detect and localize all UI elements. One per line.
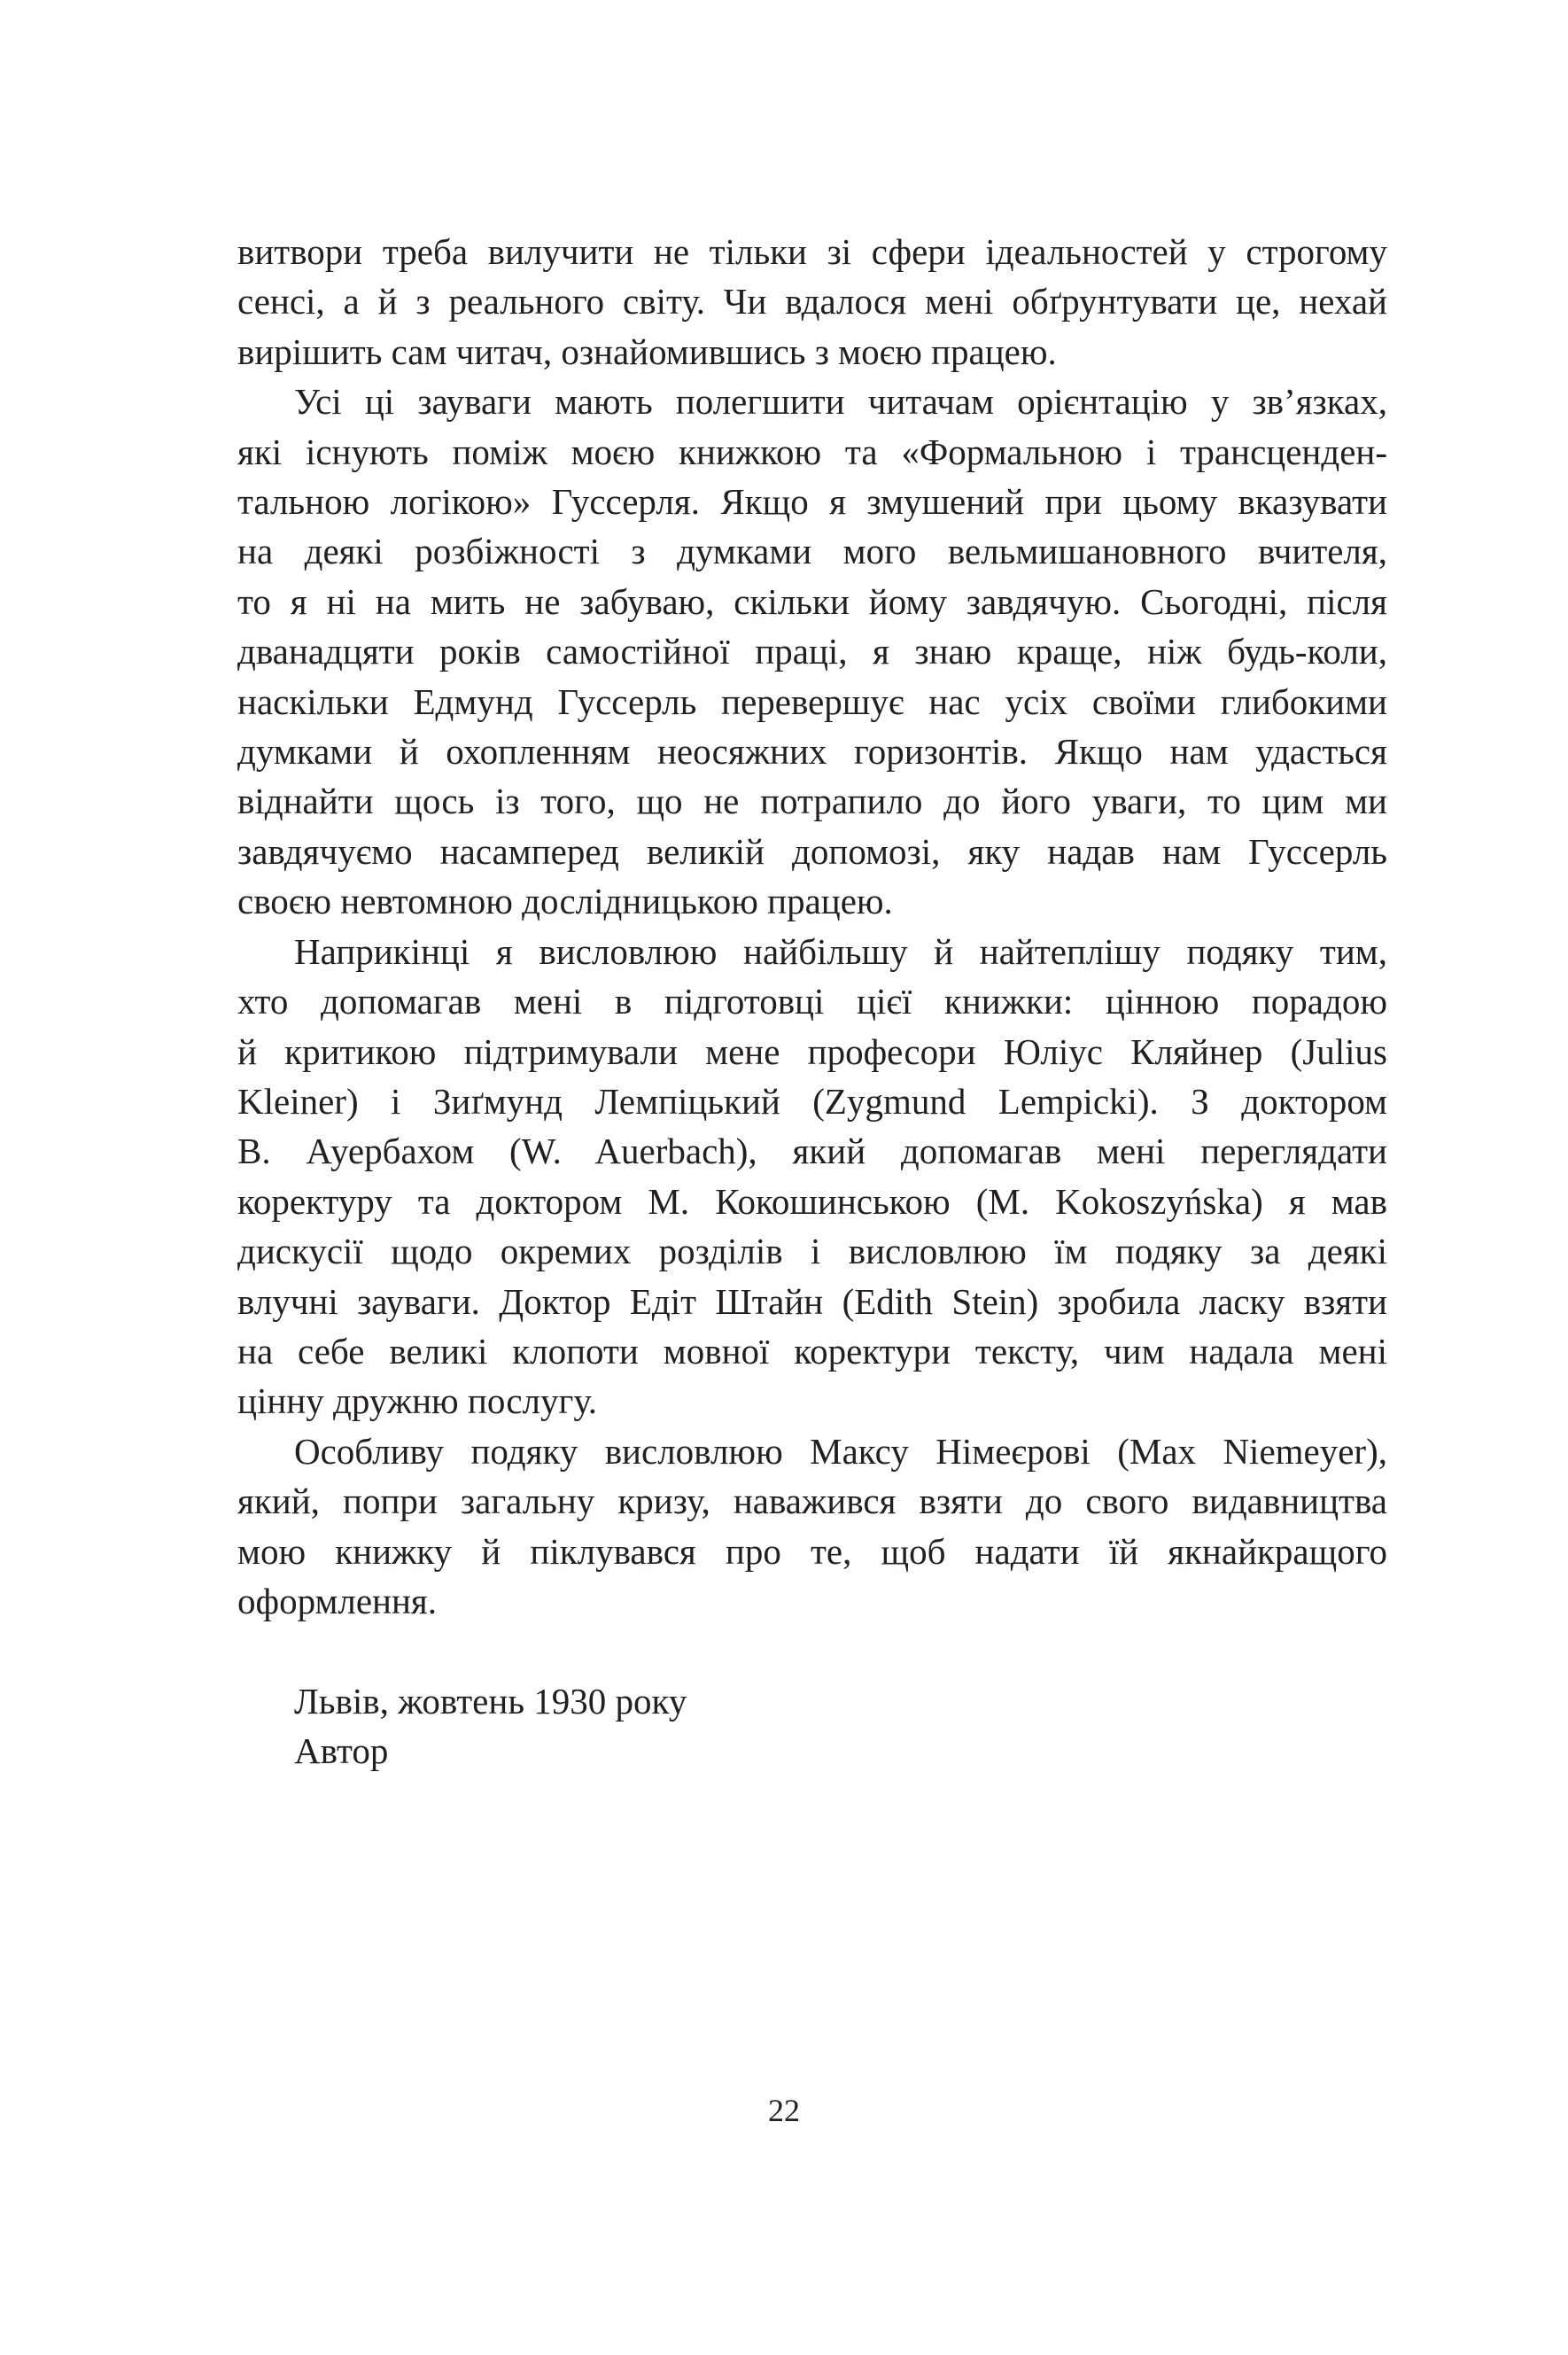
- text-line: й критикою підтримували мене професори Юліус Кляйнер (Julius: [237, 1030, 1387, 1072]
- page-number: 22: [768, 2093, 800, 2128]
- text-line: вирішить сам читач, ознайомившись з моєю працею.: [237, 330, 1057, 372]
- text-line: наскільки Едмунд Гуссерль перевершує нас усіх своїми глибокими: [237, 680, 1387, 722]
- paragraph: [237, 927, 1387, 1426]
- text-line: сенсі, а й з реального світу. Чи вдалося мені обґрунтувати це, нехай: [237, 281, 1387, 323]
- paragraph: [237, 227, 1387, 377]
- paragraph: [237, 377, 1387, 926]
- text-line: влучні зауваги. Доктор Едіт Штайн (Edith Stein) зробила ласку взяти: [237, 1280, 1387, 1322]
- text-line: коректуру та доктором М. Кокошинською (M. Kokoszyńska) я мав: [237, 1180, 1387, 1222]
- signature-place-date: Львів, жовтень 1930 року: [294, 1681, 687, 1722]
- paragraph: [237, 1426, 1387, 1627]
- text-line: то я ні на мить не забуваю, скільки йому завдячую. Сьогодні, після: [237, 580, 1387, 622]
- text-line: хто допомагав мені в підготовці цієї книжки: цінною порадою: [237, 981, 1387, 1022]
- text-line: В. Ауербахом (W. Auerbach), який допомагав мені переглядати: [237, 1131, 1387, 1172]
- text-line: на себе великі клопоти мовної коректури тексту, чим надала мені: [237, 1330, 1387, 1372]
- body-text: [237, 227, 1387, 1626]
- text-line: думками й охопленням неосяжних горизонтів. Якщо нам удасться: [237, 731, 1387, 773]
- text-line: мою книжку й піклувався про те, щоб надати їй якнайкращого: [237, 1530, 1387, 1572]
- text-line: Усі ці зауваги мають полегшити читачам орієнтацію у зв’язках,: [294, 381, 1387, 423]
- text-line: витвори треба вилучити не тільки зі сфери ідеальностей у строгому: [237, 231, 1387, 272]
- text-line: Наприкінці я висловлюю найбільшу й найтеплішу подяку тим,: [294, 930, 1387, 972]
- signature-author: Автор: [294, 1730, 389, 1772]
- text-line: Особливу подяку висловлюю Максу Німеєрові (Max Niemeyer),: [294, 1430, 1387, 1472]
- text-line: дванадцяти років самостійної праці, я знаю краще, ніж будь-коли,: [237, 631, 1387, 672]
- text-line: віднайти щось із того, що не потрапило до його уваги, то цим ми: [237, 781, 1387, 822]
- text-line: на деякі розбіжності з думками мого вельмишановного вчителя,: [237, 531, 1387, 572]
- text-line: завдячуємо насамперед великій допомозі, яку надав нам Гуссерль: [237, 830, 1387, 872]
- text-line: Kleiner) і Зиґмунд Лемпіцький (Zygmund Lempicki). З доктором: [237, 1080, 1387, 1122]
- text-line: дискусії щодо окремих розділів і висловлюю їм подяку за деякі: [237, 1231, 1387, 1272]
- text-line: який, попри загальну кризу, наважився взяти до свого видавництва: [237, 1481, 1387, 1522]
- signature-block: [294, 1676, 687, 1776]
- text-line: які існують поміж моєю книжкою та «Формальною і трансценден-: [237, 431, 1387, 472]
- text-line: цінну дружню послугу.: [237, 1380, 597, 1422]
- text-line: своєю невтомною дослідницькою працею.: [237, 881, 893, 922]
- text-line: оформлення.: [237, 1580, 438, 1621]
- text-line: тальною логікою» Гуссерля. Якщо я змушений при цьому вказувати: [237, 481, 1387, 523]
